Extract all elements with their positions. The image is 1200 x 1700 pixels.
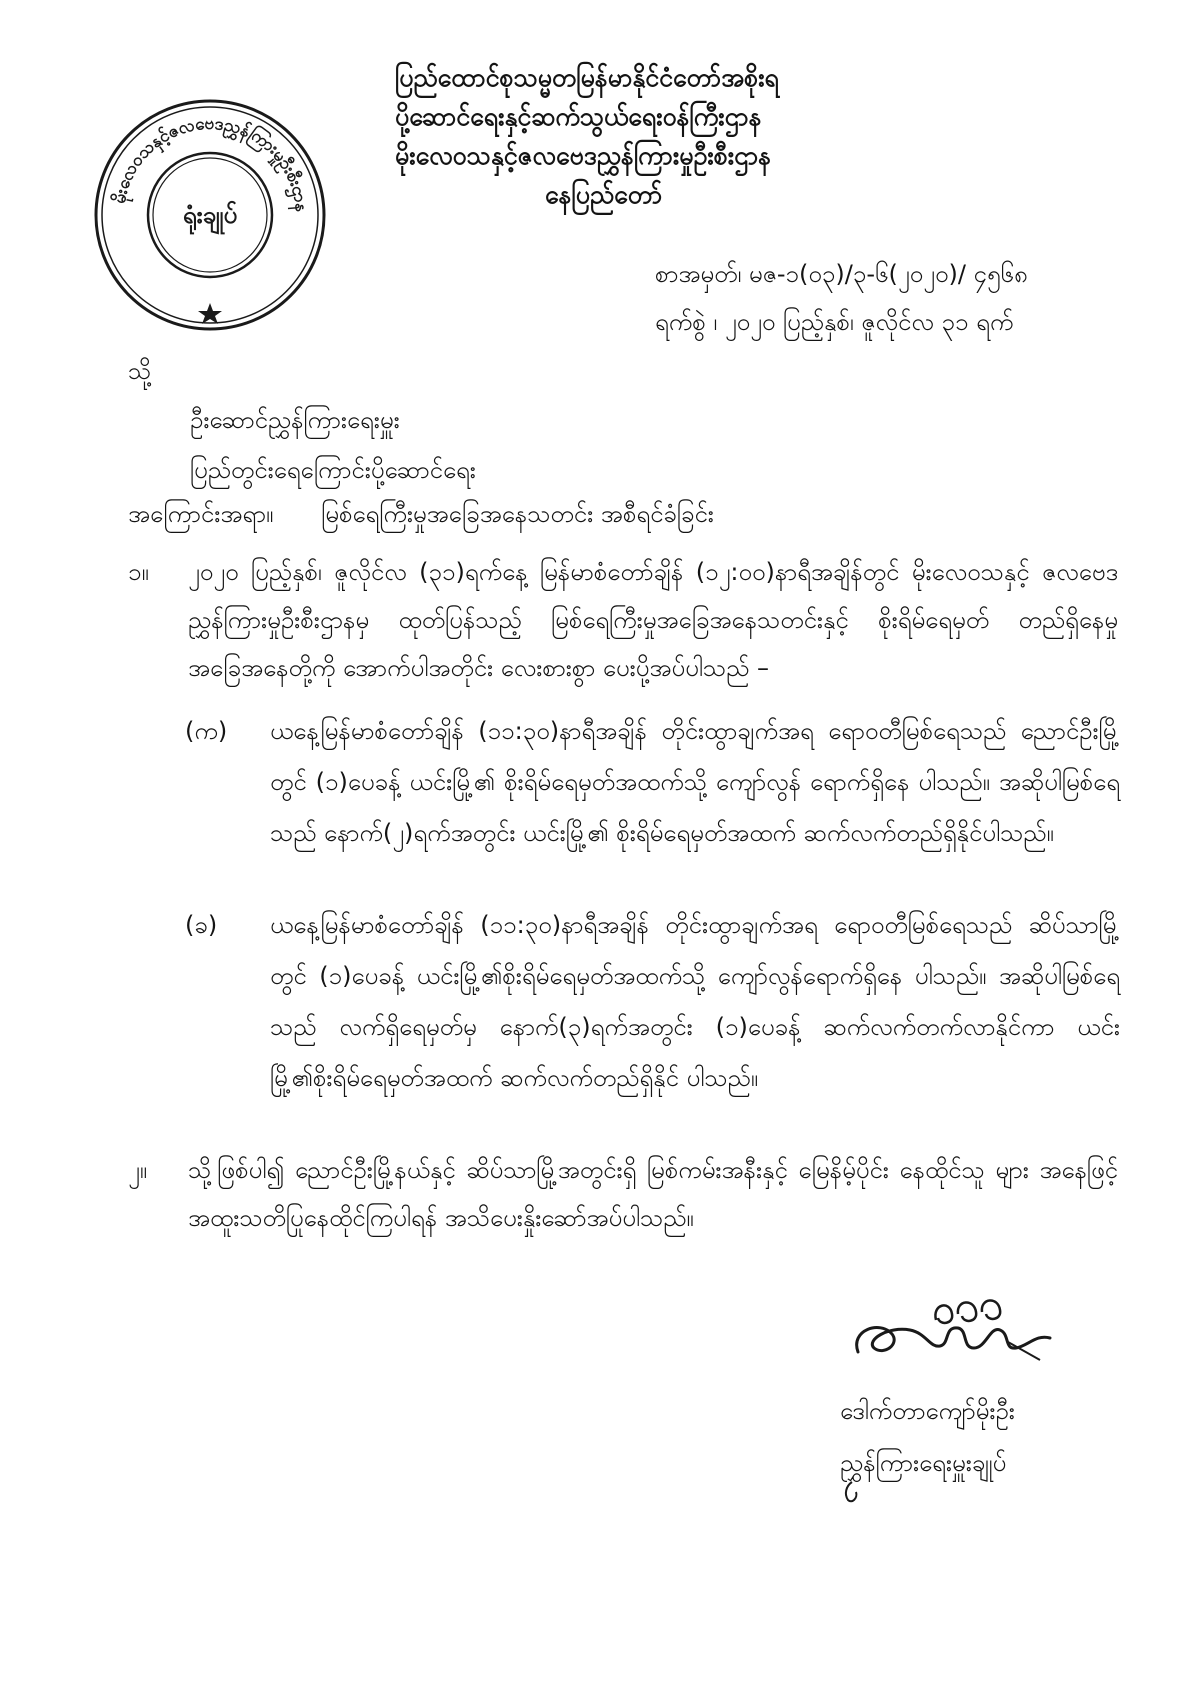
seal-graphic <box>90 95 330 335</box>
paragraph-2 <box>128 1146 1118 1242</box>
reference-block <box>655 250 1115 346</box>
letterhead-ministry: ပို့ဆောင်ရေးနှင့်ဆက်သွယ်ရေးဝန်ကြီးဌာန <box>395 102 762 131</box>
signer-block <box>840 1385 1015 1489</box>
signer-title: ညွှန်ကြားရေးမှူးချုပ် <box>840 1449 1007 1477</box>
letterhead-government: ပြည်ထောင်စုသမ္မတမြန်မာနိုင်ငံတော်အစိုးရ <box>395 63 779 92</box>
handwritten-tick-mark <box>842 1480 862 1504</box>
letterhead-department: မိုးလေဝသနှင့်ဇလဗေဒညွှန်ကြားမှုဦးစီးဌာန <box>395 141 772 170</box>
subject-text: မြစ်ရေကြီးမှုအခြေအနေသတင်း အစီရင်ခံခြင်း <box>321 500 714 528</box>
handwritten-signature <box>840 1290 1080 1380</box>
paragraph-1-number: ၁။ <box>128 558 149 586</box>
signature-graphic <box>840 1290 1080 1380</box>
item-kha-mark: (ခ) <box>185 911 218 939</box>
subject-line <box>128 498 714 534</box>
letter-date: ရက်စွဲ ၊ ၂၀၂၀ ပြည့်နှစ်၊ ဇူလိုင်လ ၃၁ ရက် <box>655 308 1014 336</box>
letterhead <box>395 58 865 214</box>
item-kha-text: ယနေ့မြန်မာစံတော်ချိန် (၁၁:၃၀)နာရီအချိန် တိုင်းထွာချက်အရ ရော၀တီမြစ်ရေသည် ဆိပ်သာမြို့တွင် (၁)ပေခန့် ယင်းမြို့၏စိုးရိမ်ရေမှတ်အထက်သို့ ကျော်လွန်ရောက်ရှိနေ ပါသည်။ အဆိုပါမြစ်ရေသည် လက်ရှိရေမှတ်မှ နောက်(၃)ရက်အတွင်း (၁)ပေခန့် ဆက်လက်တက်လာနိုင်ကာ ယင်းမြို့၏စိုးရိမ်ရေမှတ်အထက် ဆက်လက်တည်ရှိနိုင် ပါသည်။ <box>270 911 1120 1092</box>
official-seal <box>90 95 330 335</box>
recipient-title: ဦးဆောင်ညွှန်ကြားရေးမှူး <box>190 406 400 434</box>
paragraph-2-number: ၂။ <box>128 1156 148 1184</box>
signer-name: ဒေါက်တာကျော်မိုးဦး <box>840 1397 1015 1425</box>
item-ka-text: ယနေ့မြန်မာစံတော်ချိန် (၁၁:၃၀)နာရီအချိန် တိုင်းထွာချက်အရ ရော၀တီမြစ်ရေသည် ညောင်ဦးမြို့တွင် (၁)ပေခန့် ယင်းမြို့၏ စိုးရိမ်ရေမှတ်အထက်သို့ ကျော်လွန် ရောက်ရှိနေ ပါသည်။ အဆိုပါမြစ်ရေသည် နောက်(၂)ရက်အတွင်း ယင်းမြို့၏ စိုးရိမ်ရေမှတ်အထက် ဆက်လက်တည်ရှိနိုင်ပါသည်။ <box>270 717 1120 847</box>
subject-label: အကြောင်းအရာ။ <box>128 500 274 528</box>
paragraph-2-text: သို့ဖြစ်ပါ၍ ညောင်ဦးမြို့နယ်နှင့် ဆိပ်သာမြို့အတွင်းရှိ မြစ်ကမ်းအနီးနှင့် မြေနိမ့်ပိုင်း နေထိုင်သူ များ အနေဖြင့် အထူးသတိပြုနေထိုင်ကြပါရန် အသိပေးနှိုးဆော်အပ်ပါသည်။ <box>188 1156 1118 1232</box>
to-label: သို့ <box>128 357 152 385</box>
paragraph-1-text: ၂၀၂၀ ပြည့်နှစ်၊ ဇူလိုင်လ (၃၁)ရက်နေ့ မြန်မာစံတော်ချိန် (၁၂:၀၀)နာရီအချိန်တွင် မိုးလေဝသနှင့် ဇလဗေဒညွှန်ကြားမှုဦးစီးဌာနမှ ထုတ်ပြန်သည့် မြစ်ရေကြီးမှုအခြေအနေသတင်းနှင့် စိုးရိမ်ရေမှတ် တည်ရှိနေမှု အခြေအနေတို့ကို အောက်ပါအတိုင်း လေးစားစွာ ပေးပို့အပ်ပါသည် – <box>188 558 1118 682</box>
paragraph-1 <box>128 548 1118 692</box>
item-kha <box>185 900 1120 1104</box>
item-ka <box>185 706 1120 859</box>
seal-center-text: ရုံးချုပ် <box>182 201 238 229</box>
seal-ring-text: မိုးလေဝသနှင့်ဇလဗေဒညွှန်ကြားမှုဦးစီးဌာန <box>109 113 312 213</box>
recipient-organization: ပြည်တွင်းရေကြောင်းပို့ဆောင်ရေး <box>190 456 476 484</box>
letter-number: စာအမှတ်၊ မဇ-၁(၀၃)/၃-၆(၂၀၂၀)/ ၄၅၆၈ <box>655 260 1028 288</box>
recipient-block <box>190 395 476 495</box>
seal-star-icon <box>198 303 222 324</box>
letterhead-city: နေပြည်တော် <box>545 180 663 209</box>
item-ka-mark: (က) <box>185 717 228 745</box>
